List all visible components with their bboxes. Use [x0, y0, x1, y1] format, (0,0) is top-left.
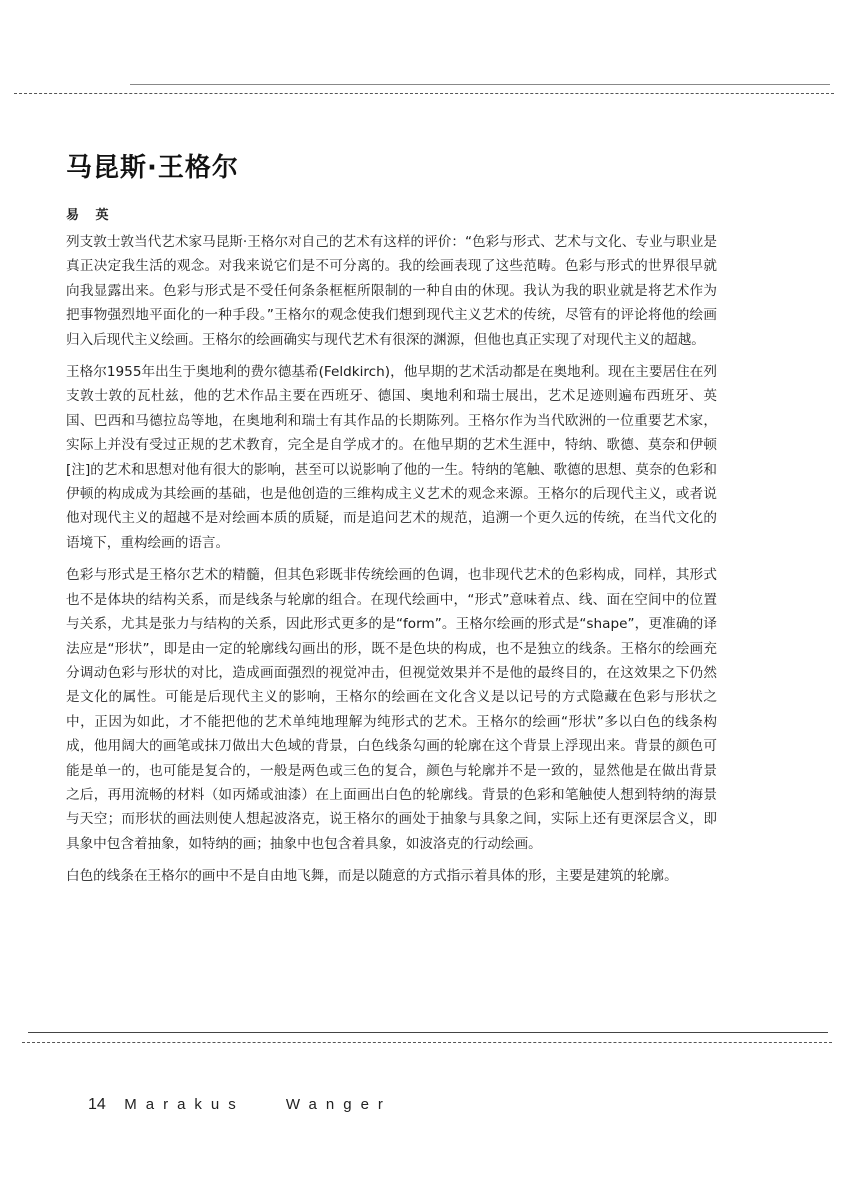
top-rule [130, 84, 830, 85]
article-author: 易 英 [66, 208, 115, 223]
page-footer [88, 1096, 392, 1114]
bottom-dashed-rule [22, 1042, 832, 1043]
article-title: 马昆斯·王格尔 [66, 153, 239, 183]
top-dashed-rule [14, 93, 834, 94]
paragraph-1: 列支敦士敦当代艺术家马昆斯·王格尔对自己的艺术有这样的评价：“色彩与形式、艺术与文化、专业与职业是真正决定我生活的观念。对我来说它们是不可分离的。我的绘画表现了这些范畴。色彩与形式的世界很早就向我显露出来。色彩与形式是不受任何条条框框所限制的一种自由的休现。我认为我的职业就是将艺术作为把事物强烈地平面化的一种手段。”王格尔的观念使我们想到现代主义艺术的传统，尽管有的评论将他的绘画归入后现代主义绘画。王格尔的绘画确实与现代艺术有很深的渊源，但他也真正实现了对现代主义的超越。 [66, 234, 717, 348]
paragraph-4: 白色的线条在王格尔的画中不是自由地飞舞，而是以随意的方式指示着具体的形，主要是建筑的轮廓。 [66, 868, 678, 885]
paragraph-3: 色彩与形式是王格尔艺术的精髓，但其色彩既非传统绘画的色调，也非现代艺术的色彩构成，同样，其形式也不是体块的结构关系，而是线条与轮廓的组合。在现代绘画中，“形式”意味着点、线、面在空间中的位置与关系，尤其是张力与结构的关系，因此形式更多的是“form”。王格尔绘画的形式是“shape”，更准确的译法应是“形状”，即是由一定的轮廓线勾画出的形，既不是色块的构成，也不是独立的线条。王格尔的绘画充分调动色彩与形状的对比，造成画面强烈的视觉冲击，但视觉效果并不是他的最终目的，在这效果之下仍然是文化的属性。可能是后现代主义的影响，王格尔的绘画在文化含义是以记号的方式隐藏在色彩与形状之中，正因为如此，才不能把他的艺术单纯地理解为纯形式的艺术。王格尔的绘画“形状”多以白色的线条构成，他用阔大的画笔或抹刀做出大色域的背景，白色线条勾画的轮廓在这个背景上浮现出来。背景的颜色可能是单一的，也可能是复合的，一般是两色或三色的复合，颜色与轮廓并不是一致的，显然他是在做出背景之后，再用流畅的材料（如丙烯或油漆）在上面画出白色的轮廓线。背景的色彩和笔触使人想到特纳的海景与天空；而形状的画法则使人想起波洛克，说王格尔的画处于抽象与具象之间，实际上还有更深层含义，即具象中包含着抽象，如特纳的画；抽象中也包含着具象，如波洛克的行动绘画。 [66, 567, 717, 852]
article-body [66, 230, 717, 897]
bottom-rule [28, 1032, 828, 1033]
paragraph-2: 王格尔1955年出生于奥地利的费尔德基希(Feldkirch)，他早期的艺术活动都是在奥地利。现在主要居住在列支敦士敦的瓦杜兹，他的艺术作品主要在西班牙、德国、奥地利和瑞士展出，艺术足迹则遍布西班牙、英国、巴西和马德拉岛等地，在奥地利和瑞士有其作品的长期陈列。王格尔作为当代欧洲的一位重要艺术家，实际上并没有受过正规的艺术教育，完全是自学成才的。在他早期的艺术生涯中，特纳、歌德、莫奈和伊顿[注]的艺术和思想对他有很大的影响，甚至可以说影响了他的一生。特纳的笔触、歌德的思想、莫奈的色彩和伊顿的构成成为其绘画的基础，也是他创造的三维构成主义艺术的观念来源。王格尔的后现代主义，或者说他对现代主义的超越不是对绘画本质的质疑，而是追问艺术的规范，追溯一个更久远的传统，在当代文化的语境下，重构绘画的语言。 [66, 364, 717, 551]
running-title: Marakus Wanger [124, 1096, 392, 1113]
page-number: 14 [88, 1096, 106, 1113]
